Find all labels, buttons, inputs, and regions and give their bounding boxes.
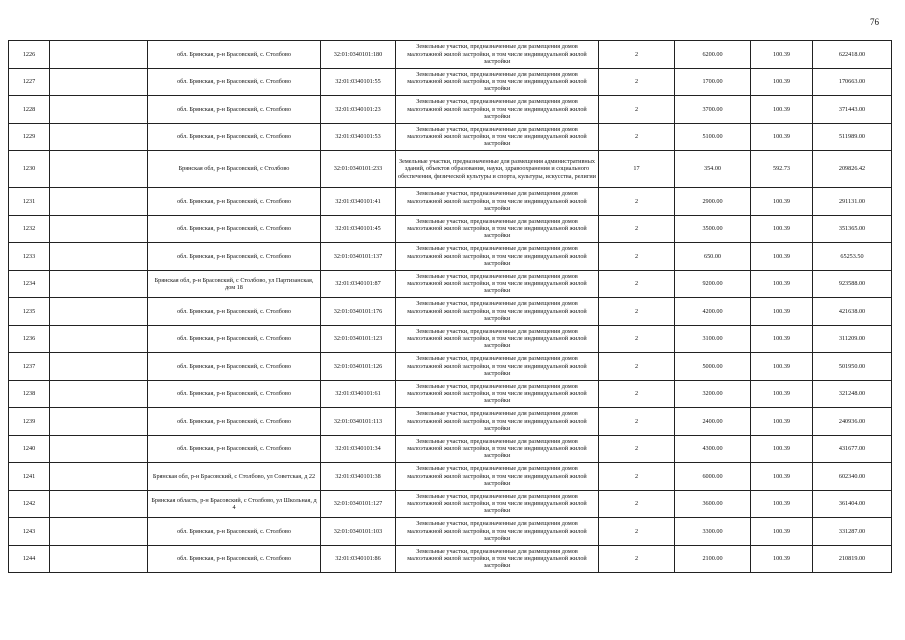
area-cell: 3100.00: [675, 325, 751, 353]
specific-value-cell: 100.39: [751, 270, 813, 298]
area-cell: 3200.00: [675, 380, 751, 408]
group-number-cell: 2: [599, 188, 675, 216]
address-cell: обл. Брянская, р-н Брасовский, с. Столбово: [148, 243, 321, 271]
land-use-cell: Земельные участки, предназначенные для размещения домов малоэтажной жилой застройки, в том числе индивидуальной жилой застройки: [396, 68, 599, 96]
blank-cell: [50, 435, 148, 463]
row-number-cell: 1239: [9, 408, 50, 436]
group-number-cell: 2: [599, 215, 675, 243]
specific-value-cell: 100.39: [751, 435, 813, 463]
cadastral-value-cell: 361404.00: [813, 490, 892, 518]
table-row: [9, 270, 892, 298]
specific-value-cell: 100.39: [751, 353, 813, 381]
cadastral-number-cell: 32:01:0340101:113: [321, 408, 396, 436]
cadastral-value-cell: 622418.00: [813, 41, 892, 69]
land-use-cell: Земельные участки, предназначенные для размещения домов малоэтажной жилой застройки, в том числе индивидуальной жилой застройки: [396, 123, 599, 151]
area-cell: 5100.00: [675, 123, 751, 151]
row-number-cell: 1243: [9, 518, 50, 546]
table-row: [9, 188, 892, 216]
land-use-cell: Земельные участки, предназначенные для размещения домов малоэтажной жилой застройки, в том числе индивидуальной жилой застройки: [396, 353, 599, 381]
cadastral-value-cell: 65253.50: [813, 243, 892, 271]
row-number-cell: 1236: [9, 325, 50, 353]
cadastral-value-cell: 371443.00: [813, 96, 892, 124]
blank-cell: [50, 463, 148, 491]
table-row: [9, 490, 892, 518]
area-cell: 4200.00: [675, 298, 751, 326]
group-number-cell: 2: [599, 96, 675, 124]
cadastral-number-cell: 32:01:0340101:233: [321, 151, 396, 188]
cadastral-number-cell: 32:01:0340101:180: [321, 41, 396, 69]
specific-value-cell: 100.39: [751, 123, 813, 151]
table-row: [9, 96, 892, 124]
area-cell: 354.00: [675, 151, 751, 188]
cadastral-number-cell: 32:01:0340101:86: [321, 545, 396, 573]
address-cell: обл. Брянская, р-н Брасовский, с. Столбово: [148, 96, 321, 124]
specific-value-cell: 100.39: [751, 380, 813, 408]
blank-cell: [50, 518, 148, 546]
row-number-cell: 1228: [9, 96, 50, 124]
specific-value-cell: 100.39: [751, 545, 813, 573]
cadastral-value-table: [8, 40, 892, 573]
cadastral-number-cell: 32:01:0340101:126: [321, 353, 396, 381]
specific-value-cell: 100.39: [751, 490, 813, 518]
cadastral-number-cell: 32:01:0340101:176: [321, 298, 396, 326]
address-cell: обл. Брянская, р-н Брасовский, с. Столбово: [148, 435, 321, 463]
address-cell: Брянская область, р-н Брасовский, с Столбово, ул Школьная, д 4: [148, 490, 321, 518]
blank-cell: [50, 215, 148, 243]
table-row: [9, 518, 892, 546]
area-cell: 6200.00: [675, 41, 751, 69]
cadastral-number-cell: 32:01:0340101:137: [321, 243, 396, 271]
group-number-cell: 2: [599, 243, 675, 271]
row-number-cell: 1227: [9, 68, 50, 96]
group-number-cell: 2: [599, 353, 675, 381]
address-cell: обл. Брянская, р-н Брасовский, с. Столбово: [148, 188, 321, 216]
blank-cell: [50, 298, 148, 326]
area-cell: 4300.00: [675, 435, 751, 463]
cadastral-number-cell: 32:01:0340101:123: [321, 325, 396, 353]
cadastral-number-cell: 32:01:0340101:34: [321, 435, 396, 463]
land-use-cell: Земельные участки, предназначенные для размещения домов малоэтажной жилой застройки, в том числе индивидуальной жилой застройки: [396, 96, 599, 124]
specific-value-cell: 100.39: [751, 408, 813, 436]
table-row: [9, 151, 892, 188]
specific-value-cell: 100.39: [751, 518, 813, 546]
table-row: [9, 325, 892, 353]
cadastral-value-cell: 291131.00: [813, 188, 892, 216]
blank-cell: [50, 243, 148, 271]
blank-cell: [50, 325, 148, 353]
cadastral-value-cell: 351365.00: [813, 215, 892, 243]
address-cell: обл. Брянская, р-н Брасовский, с. Столбово: [148, 215, 321, 243]
area-cell: 2100.00: [675, 545, 751, 573]
area-cell: 3500.00: [675, 215, 751, 243]
address-cell: обл. Брянская, р-н Брасовский, с. Столбово: [148, 353, 321, 381]
specific-value-cell: 100.39: [751, 215, 813, 243]
table-row: [9, 353, 892, 381]
cadastral-value-cell: 321248.00: [813, 380, 892, 408]
land-use-cell: Земельные участки, предназначенные для размещения домов малоэтажной жилой застройки, в том числе индивидуальной жилой застройки: [396, 463, 599, 491]
blank-cell: [50, 96, 148, 124]
cadastral-value-cell: 311209.00: [813, 325, 892, 353]
cadastral-value-cell: 210819.00: [813, 545, 892, 573]
group-number-cell: 2: [599, 463, 675, 491]
cadastral-number-cell: 32:01:0340101:55: [321, 68, 396, 96]
row-number-cell: 1230: [9, 151, 50, 188]
cadastral-value-cell: 602340.00: [813, 463, 892, 491]
land-use-cell: Земельные участки, предназначенные для размещения домов малоэтажной жилой застройки, в том числе индивидуальной жилой застройки: [396, 270, 599, 298]
land-use-cell: Земельные участки, предназначенные для размещения домов малоэтажной жилой застройки, в том числе индивидуальной жилой застройки: [396, 490, 599, 518]
area-cell: 3700.00: [675, 96, 751, 124]
area-cell: 2900.00: [675, 188, 751, 216]
address-cell: обл. Брянская, р-н Брасовский, с. Столбово: [148, 518, 321, 546]
address-cell: обл. Брянская, р-н Брасовский, с. Столбово: [148, 380, 321, 408]
row-number-cell: 1235: [9, 298, 50, 326]
specific-value-cell: 100.39: [751, 298, 813, 326]
blank-cell: [50, 188, 148, 216]
row-number-cell: 1229: [9, 123, 50, 151]
cadastral-value-cell: 501950.00: [813, 353, 892, 381]
row-number-cell: 1226: [9, 41, 50, 69]
area-cell: 650.00: [675, 243, 751, 271]
address-cell: обл. Брянская, р-н Брасовский, с. Столбово: [148, 298, 321, 326]
address-cell: обл. Брянская, р-н Брасовский, с. Столбово: [148, 41, 321, 69]
cadastral-number-cell: 32:01:0340101:23: [321, 96, 396, 124]
land-use-cell: Земельные участки, предназначенные для размещения домов малоэтажной жилой застройки, в том числе индивидуальной жилой застройки: [396, 41, 599, 69]
specific-value-cell: 100.39: [751, 188, 813, 216]
cadastral-value-cell: 209826.42: [813, 151, 892, 188]
cadastral-value-cell: 240936.00: [813, 408, 892, 436]
group-number-cell: 2: [599, 490, 675, 518]
cadastral-value-cell: 431677.00: [813, 435, 892, 463]
address-cell: обл. Брянская, р-н Брасовский, с. Столбово: [148, 68, 321, 96]
cadastral-number-cell: 32:01:0340101:103: [321, 518, 396, 546]
blank-cell: [50, 68, 148, 96]
row-number-cell: 1237: [9, 353, 50, 381]
row-number-cell: 1232: [9, 215, 50, 243]
cadastral-number-cell: 32:01:0340101:53: [321, 123, 396, 151]
row-number-cell: 1238: [9, 380, 50, 408]
row-number-cell: 1240: [9, 435, 50, 463]
row-number-cell: 1242: [9, 490, 50, 518]
row-number-cell: 1244: [9, 545, 50, 573]
area-cell: 6000.00: [675, 463, 751, 491]
group-number-cell: 2: [599, 270, 675, 298]
blank-cell: [50, 353, 148, 381]
land-use-cell: Земельные участки, предназначенные для размещения домов малоэтажной жилой застройки, в том числе индивидуальной жилой застройки: [396, 188, 599, 216]
land-use-cell: Земельные участки, предназначенные для размещения домов малоэтажной жилой застройки, в том числе индивидуальной жилой застройки: [396, 408, 599, 436]
area-cell: 5000.00: [675, 353, 751, 381]
land-use-cell: Земельные участки, предназначенные для размещения домов малоэтажной жилой застройки, в том числе индивидуальной жилой застройки: [396, 545, 599, 573]
group-number-cell: 2: [599, 325, 675, 353]
specific-value-cell: 100.39: [751, 41, 813, 69]
area-cell: 1700.00: [675, 68, 751, 96]
table-row: [9, 408, 892, 436]
blank-cell: [50, 270, 148, 298]
blank-cell: [50, 151, 148, 188]
cadastral-number-cell: 32:01:0340101:41: [321, 188, 396, 216]
specific-value-cell: 100.39: [751, 325, 813, 353]
table-row: [9, 41, 892, 69]
group-number-cell: 2: [599, 518, 675, 546]
blank-cell: [50, 41, 148, 69]
blank-cell: [50, 490, 148, 518]
land-use-cell: Земельные участки, предназначенные для размещения домов малоэтажной жилой застройки, в том числе индивидуальной жилой застройки: [396, 298, 599, 326]
group-number-cell: 2: [599, 545, 675, 573]
table-row: [9, 380, 892, 408]
land-use-cell: Земельные участки, предназначенные для размещения домов малоэтажной жилой застройки, в том числе индивидуальной жилой застройки: [396, 215, 599, 243]
row-number-cell: 1241: [9, 463, 50, 491]
address-cell: Брянская обл, р-н Брасовский, с Столбово, ул Партизанская, дом 18: [148, 270, 321, 298]
area-cell: 9200.00: [675, 270, 751, 298]
cadastral-value-cell: 331287.00: [813, 518, 892, 546]
cadastral-number-cell: 32:01:0340101:87: [321, 270, 396, 298]
table-row: [9, 215, 892, 243]
blank-cell: [50, 408, 148, 436]
specific-value-cell: 592.73: [751, 151, 813, 188]
row-number-cell: 1231: [9, 188, 50, 216]
table-row: [9, 545, 892, 573]
table-row: [9, 123, 892, 151]
specific-value-cell: 100.39: [751, 96, 813, 124]
group-number-cell: 17: [599, 151, 675, 188]
land-use-cell: Земельные участки, предназначенные для размещения административных зданий, объектов образования, науки, здравоохранения и социального обеспечения, физической культуры и спорта, культуры, искусства, религии: [396, 151, 599, 188]
blank-cell: [50, 123, 148, 151]
area-cell: 3300.00: [675, 518, 751, 546]
cadastral-value-cell: 421638.00: [813, 298, 892, 326]
specific-value-cell: 100.39: [751, 68, 813, 96]
address-cell: обл. Брянская, р-н Брасовский, с. Столбово: [148, 325, 321, 353]
land-use-cell: Земельные участки, предназначенные для размещения домов малоэтажной жилой застройки, в том числе индивидуальной жилой застройки: [396, 325, 599, 353]
land-use-cell: Земельные участки, предназначенные для размещения домов малоэтажной жилой застройки, в том числе индивидуальной жилой застройки: [396, 380, 599, 408]
cadastral-number-cell: 32:01:0340101:61: [321, 380, 396, 408]
land-use-cell: Земельные участки, предназначенные для размещения домов малоэтажной жилой застройки, в том числе индивидуальной жилой застройки: [396, 243, 599, 271]
land-use-cell: Земельные участки, предназначенные для размещения домов малоэтажной жилой застройки, в том числе индивидуальной жилой застройки: [396, 435, 599, 463]
group-number-cell: 2: [599, 408, 675, 436]
table-row: [9, 68, 892, 96]
group-number-cell: 2: [599, 123, 675, 151]
area-cell: 2400.00: [675, 408, 751, 436]
specific-value-cell: 100.39: [751, 463, 813, 491]
table-row: [9, 298, 892, 326]
address-cell: обл. Брянская, р-н Брасовский, с. Столбово: [148, 408, 321, 436]
table-body: [9, 41, 892, 573]
table-row: [9, 243, 892, 271]
table-row: [9, 463, 892, 491]
cadastral-value-cell: 923588.00: [813, 270, 892, 298]
cadastral-value-cell: 511989.00: [813, 123, 892, 151]
land-use-cell: Земельные участки, предназначенные для размещения домов малоэтажной жилой застройки, в том числе индивидуальной жилой застройки: [396, 518, 599, 546]
row-number-cell: 1234: [9, 270, 50, 298]
cadastral-number-cell: 32:01:0340101:45: [321, 215, 396, 243]
blank-cell: [50, 380, 148, 408]
group-number-cell: 2: [599, 435, 675, 463]
cadastral-number-cell: 32:01:0340101:127: [321, 490, 396, 518]
group-number-cell: 2: [599, 41, 675, 69]
cadastral-value-cell: 170663.00: [813, 68, 892, 96]
blank-cell: [50, 545, 148, 573]
group-number-cell: 2: [599, 298, 675, 326]
area-cell: 3600.00: [675, 490, 751, 518]
address-cell: Брянская обл, р-н Брасовский, с Столбово: [148, 151, 321, 188]
address-cell: обл. Брянская, р-н Брасовский, с. Столбово: [148, 545, 321, 573]
cadastral-number-cell: 32:01:0340101:38: [321, 463, 396, 491]
address-cell: обл. Брянская, р-н Брасовский, с. Столбово: [148, 123, 321, 151]
table-row: [9, 435, 892, 463]
address-cell: Брянская обл, р-н Брасовский, с Столбово, ул Советская, д 22: [148, 463, 321, 491]
page-number: 76: [870, 17, 879, 27]
specific-value-cell: 100.39: [751, 243, 813, 271]
row-number-cell: 1233: [9, 243, 50, 271]
group-number-cell: 2: [599, 68, 675, 96]
group-number-cell: 2: [599, 380, 675, 408]
